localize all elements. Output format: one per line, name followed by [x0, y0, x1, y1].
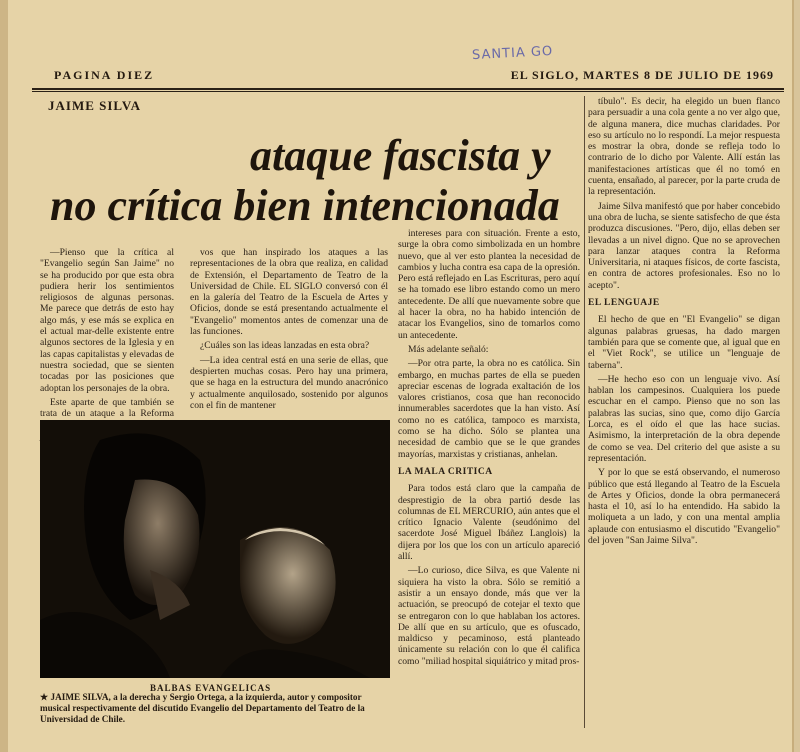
page-number: PAGINA DIEZ	[54, 68, 155, 82]
photo-two-men	[40, 420, 390, 678]
header-rule-thin	[32, 91, 784, 92]
paragraph: vos que han inspirado los ataques a las representaciones de la obra que realiza, en calidad de Extensión, el Departamento de Teatro de la Universidad de Chile. EL SIGLO conversó con él en la galería del Teatro de la Escuela de Artes y Oficios, donde se está presentando actualmente el "Evangelio" momentos antes de comenzar una de las funciones.	[190, 247, 388, 338]
paragraph: —Por otra parte, la obra no es católica. Sin embargo, en muchas partes de ella se pueden apreciar escenas de lograda exaltación de los valores cristianos, cosa que han reconocido innumerables sacerdotes que la han visto. Así como no es católica, tampoco es marxista, como se ha dicho. Sólo se plantea una necesidad de cambio que se le que grandes mayorías, marxistas y cristianas, anhelan.	[398, 358, 580, 460]
paragraph: Más adelante señaló:	[408, 343, 489, 355]
article-column-4	[588, 96, 780, 728]
handwritten-note: SANTIA GO	[471, 43, 554, 64]
paragraph: —Lo curioso, dice Silva, es que Valente ni siquiera ha visto la obra. Sólo se remitió a asistir a un ensayo donde, más que ver la actuación, se preocupó de cotejar el texto que se entregaron con lo que hablaban los actores. De allí que en su artículo, que es ofuscado, maldicso y pecaminoso, está planteado únicamente su relación con lo que él califica como "miliad hospital siquiátrico y mitad pros-	[398, 565, 580, 667]
paragraph: El hecho de que en "El Evangelio" se digan algunas palabras gruesas, ha dado margen también para que se comente que, al igual que en el "Viet Rock", se utilice un "lenguaje de taberna".	[588, 314, 780, 371]
paragraph: —La idea central está en una serie de ellas, que despierten muchas cosas. Pero hay una primera, que se haga en la estructura del mundo anacrónico y actualmente anquilosado, sostenido por algunos con el fin de mantener	[190, 354, 388, 411]
header-rule	[32, 88, 784, 90]
subheading-lenguaje: EL LENGUAJE	[588, 298, 660, 309]
headline	[40, 128, 580, 234]
paragraph: —He hecho eso con un lenguaje vivo. Así hablan los campesinos. Cualquiera los puede escuchar en el campo. Pienso que no son las palabras las sucias, sino que, como dijo García Lorca, es el oído el que las hace sucias. Asimismo, la interpretación de la obra depende de como se vea. Del criterio del que asiste a su representación.	[588, 373, 780, 464]
paragraph: tíbulo". Es decir, ha elegido un buen flanco para persuadir a una cola gente a no ver algo que, de alguna manera, dice muchas claridades. Por eso su artículo no lo respondí. La mejor respuesta es mostrar la obra, donde se refleja todo lo contrario de lo dicho por Valente. Allí están las manifestaciones artísticas que él no tomó en cuenta, ensañado, al parecer, por la parte cruda de la representación.	[588, 96, 780, 198]
column-divider	[584, 96, 585, 728]
article-column-3	[398, 228, 580, 728]
headline-line-1: ataque fascista y	[250, 131, 551, 180]
caption-text: JAIME SILVA, a la derecha y Sergio Ortega, a la izquierda, autor y compositor musical respectivamente del discutido Evangelio del Departamento del Teatro de la Universidad de Chile.	[40, 692, 365, 724]
star-icon: ★	[40, 692, 49, 702]
paragraph: Jaime Silva manifestó que por haber concebido una obra de lucha, se siente satisfecho de que ésta produzca discusiones. "Pero, dijo, ellas deben ser llevadas a un nivel digno. Que no se aprovechen para lanzar ataques contra la Reforma Universitaria, ni ataques físicos, de corte fascista, en contra de actores profesionales. Eso no lo acepto".	[588, 200, 780, 291]
page-header	[32, 62, 784, 88]
article-column-1	[40, 247, 174, 420]
paragraph: Para todos está claro que la campaña de desprestigio de la obra partió desde las columnas de EL MERCURIO, aún antes que el crítico Ignacio Valente (seudónimo del sacerdote José Miguel Ibáñez Langlois) la dijera por los que los con un artículo apareció allí.	[398, 483, 580, 563]
dateline: EL SIGLO, MARTES 8 DE JULIO DE 1969	[510, 68, 774, 82]
paragraph: —Pienso que la crítica al "Evangelio según San Jaime" no se ha producido por que esta obra pudiera herir los sentimientos religiosos de algunas personas. Me parece que detrás de esto hay algo más, y ese más se explica en el actual mar-delle existente entre algunos sectores de la Iglesia y en las capas capitalistas y elevadas de nuestra sociedad, que se sienten tocadas por las posiciones que adoptan los personajes de la obra.	[40, 247, 174, 394]
paragraph: Y por lo que se está observando, el numeroso público que está llegando al Teatro de la Escuela de Artes y Oficios, donde la obra permanecerá hasta el 10, así lo ha entendido. Ha sabido la moliqueta a un lado, y con una mental amplia aplaude con entusiasmo el discutido "Evangelio" del joven "San Jaime Silva".	[588, 467, 780, 546]
page-edge	[0, 0, 8, 752]
news-photo	[40, 420, 390, 678]
paragraph: intereses para con situación. Frente a esto, surge la obra como simbolizada en un hombre nuevo, que al ver esto plantea la necesidad de cambios y lucha contra esa capa de la opresión. Pero está reflejado en Las Escrituras, pero aquí se ha tomado ese libro estando como un mero antecedente. De allí que nuevamente sobre que al hacer la obra, no ha habido intención de atacar los Evangelios, sino de tomarlos como un antecedente.	[398, 228, 580, 341]
paragraph: Este aparte de que también se trata de un ataque a la Reforma	[40, 396, 174, 420]
article-column-2	[190, 247, 388, 417]
paragraph: ¿Cuáles son las ideas lanzadas en esta obra?	[200, 340, 370, 352]
photo-inset-label: BALBAS EVANGELICAS	[150, 683, 272, 693]
subheading-mala-critica: LA MALA CRITICA	[398, 466, 493, 477]
byline: JAIME SILVA	[48, 98, 142, 113]
photo-caption	[40, 692, 390, 725]
headline-line-2: no crítica bien intencionada	[50, 181, 560, 230]
